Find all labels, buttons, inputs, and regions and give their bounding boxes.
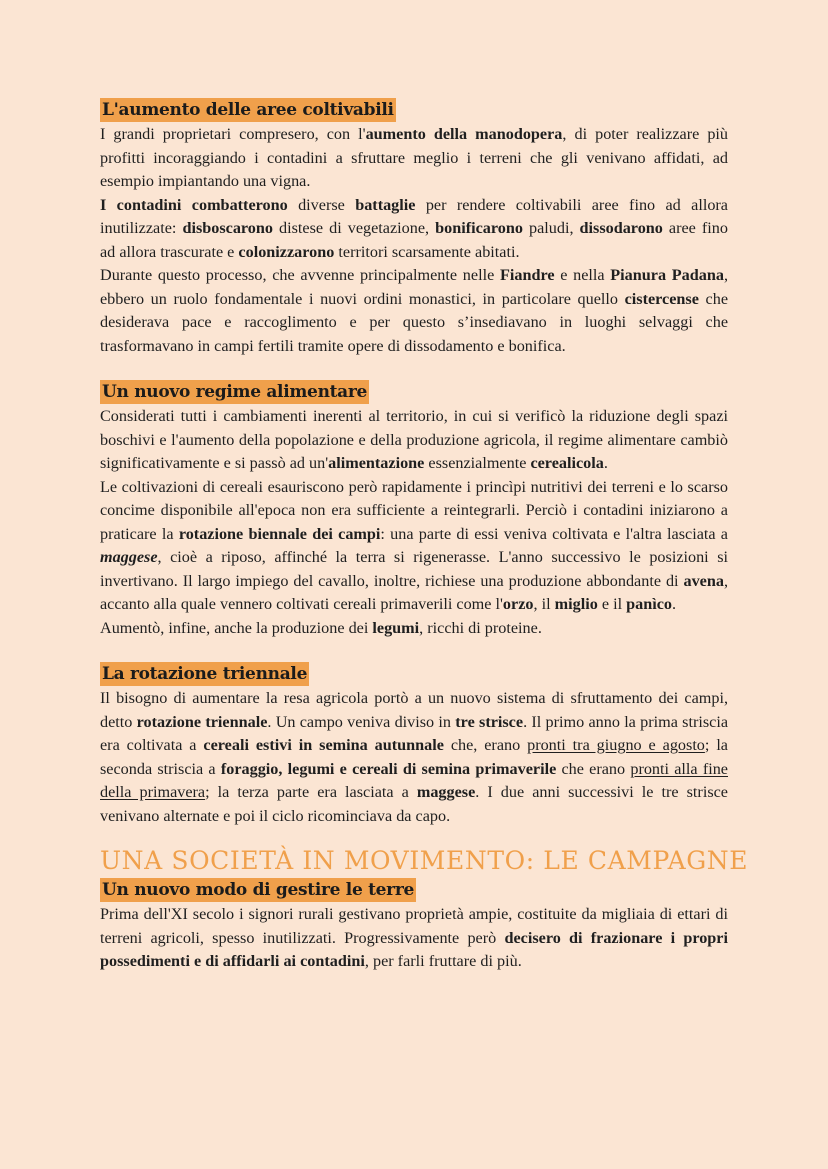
paragraph: Prima dell'XI secolo i signori rurali gestivano proprietà ampie, costituite da migliaia di ettari di terreni agricoli, spesso inutilizzati. Progressivamente però decisero di frazionare i propri possedimenti e di affidarli ai contadini, per farli fruttare di più.: [100, 905, 728, 970]
section-heading-regime-alimentare: Un nuovo regime alimentare: [102, 382, 368, 402]
paragraph: Aumentò, infine, anche la produzione dei legumi, ricchi di proteine.: [100, 618, 542, 637]
paragraph: Durante questo processo, che avvenne principalmente nelle Fiandre e nella Pianura Padana, ebbero un ruolo fondamentale i nuovi ordini monastici, in particolare quello cistercense che desiderava pace e raccoglimento e per questo s’insediavano in luoghi selvaggi che trasformavano in campi fertili tramite opere di dissodamento e bonifica.: [100, 266, 729, 355]
page-content: [100, 98, 749, 974]
section-heading-gestire-terre: Un nuovo modo di gestire le terre: [102, 880, 414, 900]
paragraph: Il bisogno di aumentare la resa agricola portò a un nuovo sistema di sfruttamento dei campi, detto rotazione triennale. Un campo veniva diviso in tre strisce. Il primo anno la prima striscia era coltivata a cereali estivi in semina autunnale che, erano pronti tra giugno e agosto; la seconda striscia a foraggio, legumi e cereali di semina primaverile che erano pronti alla fine della primavera; la terza parte era lasciata a maggese. I due anni successivi le tre strisce venivano alternate e poi il ciclo ricominciava da capo.: [100, 689, 729, 825]
section-heading-aree-coltivabili: L'aumento delle aree coltivabili: [102, 100, 394, 120]
section-heading-rotazione-triennale: La rotazione triennale: [102, 664, 308, 684]
chapter-title: UNA SOCIETÀ IN MOVIMENTO: LE CAMPAGNE: [100, 846, 749, 875]
paragraph: I contadini combatterono diverse battaglie per rendere coltivabili aree fino ad allora inutilizzate: disboscarono distese di vegetazione, bonificarono paludi, dissodarono aree fino ad allora trascurate e colonizzarono territori scarsamente abitati.: [100, 195, 728, 261]
paragraph: Considerati tutti i cambiamenti inerenti al territorio, in cui si verificò la riduzione degli spazi boschivi e l'aumento della popolazione e della produzione agricola, il regime alimentare cambiò significativamente e si passò ad un'alimentazione essenzialmente cerealicola.: [100, 407, 728, 472]
paragraph: I grandi proprietari compresero, con l'aumento della manodopera, di poter realizzare più profitti incoraggiando i contadini a sfruttare meglio i terreni che gli venivano affidati, ad esempio impiantando una vigna.: [100, 125, 728, 190]
paragraph: Le coltivazioni di cereali esauriscono però rapidamente i princìpi nutritivi dei terreni e lo scarso concime disponibile all'epoca non era sufficiente a reintegrarli. Perciò i contadini iniziarono a praticare la rotazione biennale dei campi: una parte di essi veniva coltivata e l'altra lasciata a maggese, cioè a riposo, affinché la terra si rigenerasse. L'anno successivo le posizioni si invertivano. Il largo impiego del cavallo, inoltre, richiese una produzione abbondante di avena, accanto alla quale vennero coltivati cereali primaverili come l'orzo, il miglio e il panìco.: [100, 477, 728, 613]
